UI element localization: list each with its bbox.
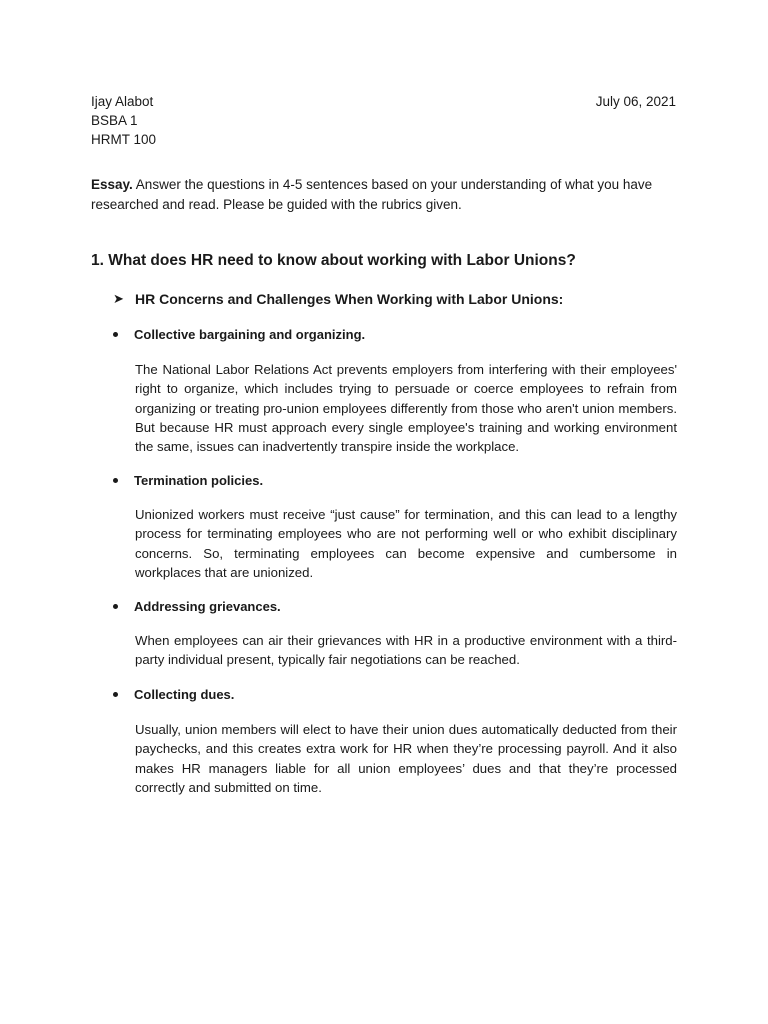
bullet-title-collective-bargaining [113, 327, 365, 342]
bullet-title-text: Termination policies. [134, 473, 264, 488]
bullet-title-grievances [113, 599, 281, 614]
document-date: July 06, 2021 [595, 94, 676, 109]
subheading-text: HR Concerns and Challenges When Working with Labor Unions: [135, 291, 564, 307]
bullet-dot-icon [113, 478, 118, 483]
author-block [91, 92, 156, 149]
author-name: Ijay Alabot [91, 94, 154, 109]
bullet-title-text: Collecting dues. [134, 687, 235, 702]
essay-instructions [91, 175, 681, 214]
essay-label: Essay. [91, 177, 133, 192]
paragraph-collective-bargaining: The National Labor Relations Act prevents employers from interfering with their employees' right to organize, which includes trying to persuade or coerce employees to refrain from organizing or treating pro-union employees differently from those who aren't union members. But because HR must approach every single employee's training and working environment the same, issues can inadvertently transpire inside the workplace. [135, 362, 677, 455]
bullet-title-dues [113, 687, 234, 702]
paragraph-grievances: When employees can air their grievances with HR in a productive environment with a third-party individual present, typically fair negotiations can be reached. [135, 633, 677, 668]
bullet-title-text: Addressing grievances. [134, 599, 281, 614]
author-program: BSBA 1 [91, 113, 138, 128]
paragraph-dues: Usually, union members will elect to have their union dues automatically deducted from their paychecks, and this creates extra work for HR when they’re processing payroll. And it also makes HR managers liable for all union employees’ dues and that they’re processed correctly and submitted on time. [135, 722, 677, 795]
paragraph-termination: Unionized workers must receive “just cause” for termination, and this can lead to a lengthy process for terminating employees who are not performing well or who exhibit disciplinary concerns. So, terminating employees can become expensive and cumbersome in workplaces that are unionized. [135, 507, 677, 580]
bullet-dot-icon [113, 692, 118, 697]
bullet-dot-icon [113, 332, 118, 337]
bullet-title-text: Collective bargaining and organizing. [134, 327, 366, 342]
bullet-title-termination [113, 473, 263, 488]
section-subheading [113, 291, 563, 307]
question-heading: 1. What does HR need to know about working with Labor Unions? [91, 252, 576, 269]
arrow-bullet-icon: ➤ [113, 291, 124, 306]
bullet-dot-icon [113, 604, 118, 609]
course-code: HRMT 100 [91, 132, 157, 147]
essay-instructions-text: Answer the questions in 4-5 sentences based on your understanding of what you have researched and read. Please be guided with the rubrics given. [91, 177, 653, 212]
